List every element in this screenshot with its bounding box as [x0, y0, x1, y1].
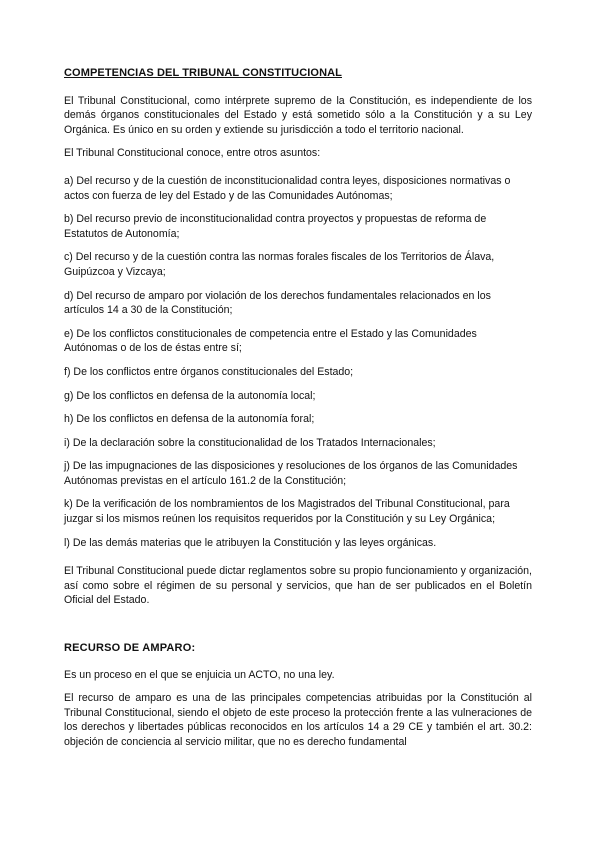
list-item: g) De los conflictos en defensa de la autonomía local;	[64, 389, 316, 402]
intro-paragraph: El Tribunal Constitucional, como intérprete supremo de la Constitución, es independiente de los demás órganos constitucionales del Estado y está sometido sólo a la Constitución y a su Ley Orgánica. Es único en su orden y extiende su jurisdicción a todo el territorio nacional.	[64, 94, 532, 136]
list-item: k) De la verificación de los nombramientos de los Magistrados del Tribunal Constitucional, para juzgar si los mismos reúnen los requisitos requeridos por la Constitución y su Ley Orgánica;	[64, 498, 510, 526]
list-item: b) Del recurso previo de inconstitucionalidad contra proyectos y propuestas de reforma de Estatutos de Autonomía;	[64, 213, 487, 240]
list-item: i) De la declaración sobre la constitucionalidad de los Tratados Internacionales;	[64, 436, 436, 449]
competencies-list	[64, 174, 532, 550]
list-item: f) De los conflictos entre órganos constitucionales del Estado;	[64, 365, 354, 378]
amparo-heading: RECURSO DE AMPARO:	[64, 642, 196, 655]
knows-intro-paragraph: El Tribunal Constitucional conoce, entre otros asuntos:	[64, 147, 321, 160]
regulations-paragraph: El Tribunal Constitucional puede dictar reglamentos sobre su propio funcionamiento y organización, así como sobre el régimen de su personal y servicios, que han de ser publicados en el Boletín Oficial del Estado.	[64, 565, 532, 607]
list-item: c) Del recurso y de la cuestión contra las normas forales fiscales de los Territorios de Álava, Guipúzcoa y Vizcaya;	[64, 251, 495, 278]
list-item: h) De los conflictos en defensa de la autonomía foral;	[64, 413, 315, 426]
list-item: j) De las impugnaciones de las disposiciones y resoluciones de los órganos de las Comunidades Autónomas previstas en el artículo 161.2 de la Constitución;	[64, 460, 518, 487]
list-item: a) Del recurso y de la cuestión de inconstitucionalidad contra leyes, disposiciones normativas o actos con fuerza de ley del Estado y de las Comunidades Autónomas;	[64, 174, 511, 202]
document-title: COMPETENCIAS DEL TRIBUNAL CONSTITUCIONAL	[64, 67, 342, 79]
document-page	[64, 66, 532, 759]
list-item: d) Del recurso de amparo por violación de los derechos fundamentales relacionados en los artículos 14 a 30 de la Constitución;	[64, 289, 491, 317]
amparo-definition: Es un proceso en el que se enjuicia un ACTO, no una ley.	[64, 668, 335, 681]
list-item: e) De los conflictos constitucionales de competencia entre el Estado y las Comunidades Autónomas o de los de éstas entre sí;	[64, 327, 477, 355]
list-item: l) De las demás materias que le atribuyen la Constitución y las leyes orgánicas.	[64, 536, 437, 549]
amparo-paragraph: El recurso de amparo es una de las principales competencias atribuidas por la Constitución al Tribunal Constitucional, siendo el objeto de este proceso la protección frente a las vulneraciones de los derechos y libertades públicas reconocidos en los artículos 14 a 29 CE y también el art. 30.2: objeción de conciencia al servicio militar, que no es derecho fundamental	[64, 692, 532, 748]
